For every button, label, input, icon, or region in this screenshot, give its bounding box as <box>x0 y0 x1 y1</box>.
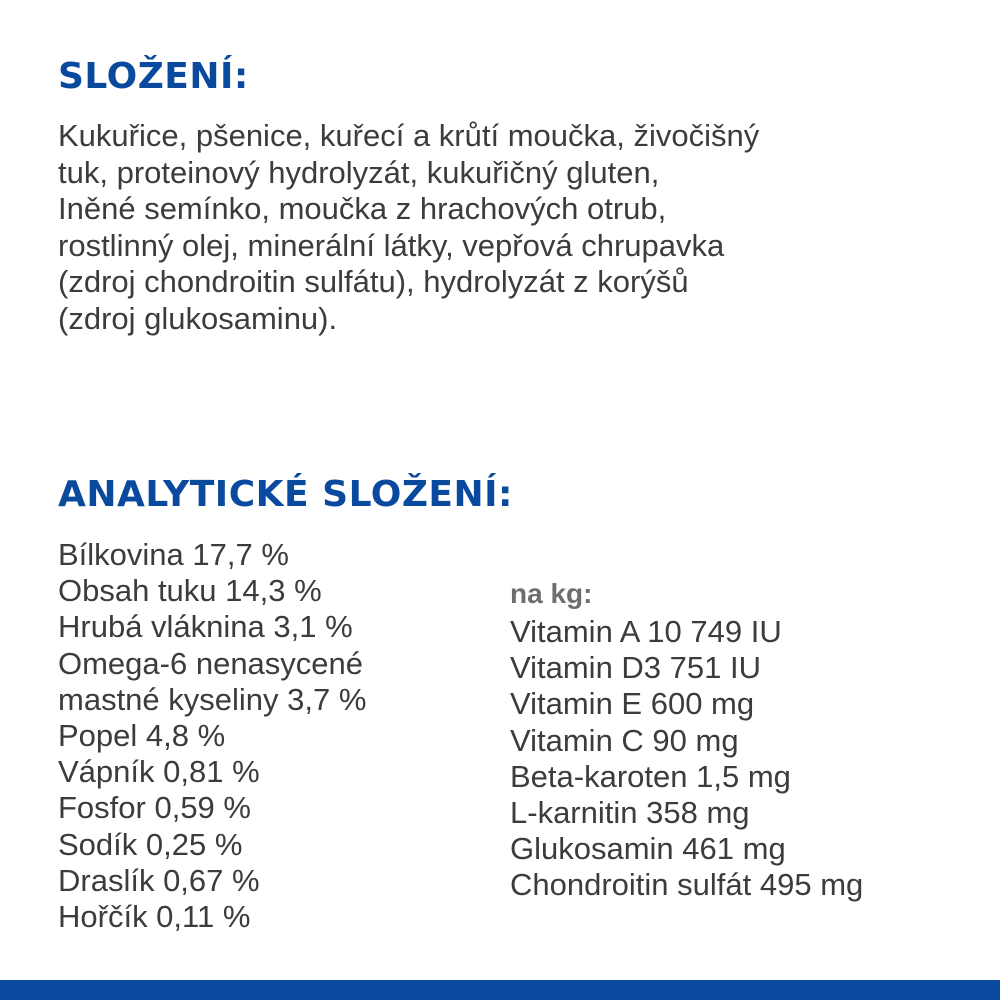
ingredients-line: Iněné semínko, moučka z hrachových otrub, <box>58 191 667 227</box>
ingredients-line: (zdroj chondroitin sulfátu), hydrolyzát z korýšů <box>58 264 689 300</box>
vitamin-item: Glukosamin 461 mg <box>510 831 786 867</box>
bottom-bar <box>0 980 1000 1000</box>
ingredients-line: Kukuřice, pšenice, kuřecí a krůtí moučka, živočišný <box>58 118 760 153</box>
vitamin-item: L-karnitin 358 mg <box>510 795 750 831</box>
analytic-item: Popel 4,8 % <box>58 718 226 754</box>
vitamin-subheading: na kg: <box>510 578 593 609</box>
analytic-item: Obsah tuku 14,3 % <box>58 573 322 609</box>
analytic-item: Omega-6 nenasycené <box>58 645 364 681</box>
analytic-item: mastné kyseliny 3,7 % <box>58 681 367 717</box>
analytic-item: Hrubá vláknina 3,1 % <box>58 609 353 645</box>
analytic-heading: ANALYTICKÉ SLOŽENÍ: <box>58 474 513 515</box>
ingredients-paragraph <box>58 118 958 338</box>
composition-heading: SLOŽENÍ: <box>58 56 249 97</box>
ingredients-line: tuk, proteinový hydrolyzát, kukuřičný gluten, <box>58 154 660 190</box>
vitamin-list <box>510 614 863 904</box>
analytic-item: Vápník 0,81 % <box>58 754 260 790</box>
vitamin-item: Chondroitin sulfát 495 mg <box>510 867 864 903</box>
analytic-item: Bílkovina 17,7 % <box>58 537 289 572</box>
analytic-item: Fosfor 0,59 % <box>58 790 251 826</box>
ingredients-line: (zdroj glukosaminu). <box>58 300 338 336</box>
vitamin-item: Vitamin A 10 749 IU <box>510 614 782 649</box>
analytic-item: Draslík 0,67 % <box>58 862 260 898</box>
ingredients-line: rostlinný olej, minerální látky, vepřová chrupavka <box>58 227 725 263</box>
analytic-item: Sodík 0,25 % <box>58 826 243 862</box>
vitamin-block <box>510 574 863 904</box>
vitamin-item: Beta-karoten 1,5 mg <box>510 758 791 794</box>
vitamin-item: Vitamin E 600 mg <box>510 686 755 722</box>
vitamin-item: Vitamin C 90 mg <box>510 722 739 758</box>
vitamin-item: Vitamin D3 751 IU <box>510 650 761 686</box>
analytic-item: Hořčík 0,11 % <box>58 899 251 935</box>
analytic-list <box>58 537 366 935</box>
